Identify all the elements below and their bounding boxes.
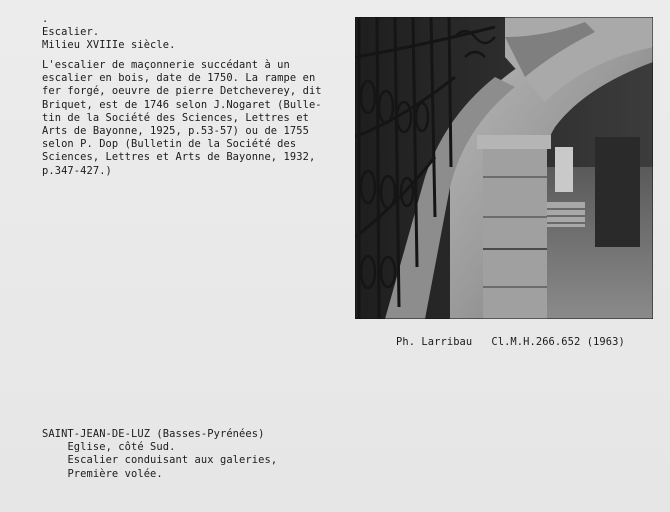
description-line: L'escalier de maçonnerie succédant à un — [42, 59, 290, 71]
location-detail: Escalier conduisant aux galeries, — [67, 454, 278, 467]
negative-reference: Cl.M.H.266.652 (1963) — [491, 336, 625, 348]
description-line: p.347-427.) — [42, 164, 112, 177]
description — [42, 59, 322, 178]
description-line: Arts de Bayonne, 1925, p.53-57) ou de 1755 — [42, 125, 309, 138]
location-detail: Eglise, côté Sud. — [67, 441, 176, 454]
description-line: Briquet, est de 1746 selon J.Nogaret (Bulle- — [42, 98, 322, 111]
record-date: Milieu XVIIIe siècle. — [42, 39, 176, 52]
photograph — [355, 17, 653, 319]
description-line: tin de la Société des Sciences, Lettres et — [42, 111, 309, 124]
header-marker: . — [42, 13, 49, 25]
description-line: Sciences, Lettres et Arts de Bayonne, 1932, — [42, 151, 316, 164]
description-line: selon P. Dop (Bulletin de la Société des — [42, 138, 297, 151]
location — [42, 428, 277, 481]
location-place: SAINT-JEAN-DE-LUZ (Basses-Pyrénées) — [42, 428, 265, 440]
record-title: Escalier. — [42, 26, 100, 39]
description-line: escalier en bois, date de 1750. La rampe en — [42, 72, 316, 85]
description-line: fer forgé, oeuvre de pierre Detcheverey, dit — [42, 85, 322, 98]
location-detail: Première volée. — [67, 467, 163, 480]
photographer: Ph. Larribau — [396, 336, 473, 348]
record-header — [42, 13, 175, 53]
photo-credit — [396, 336, 625, 349]
